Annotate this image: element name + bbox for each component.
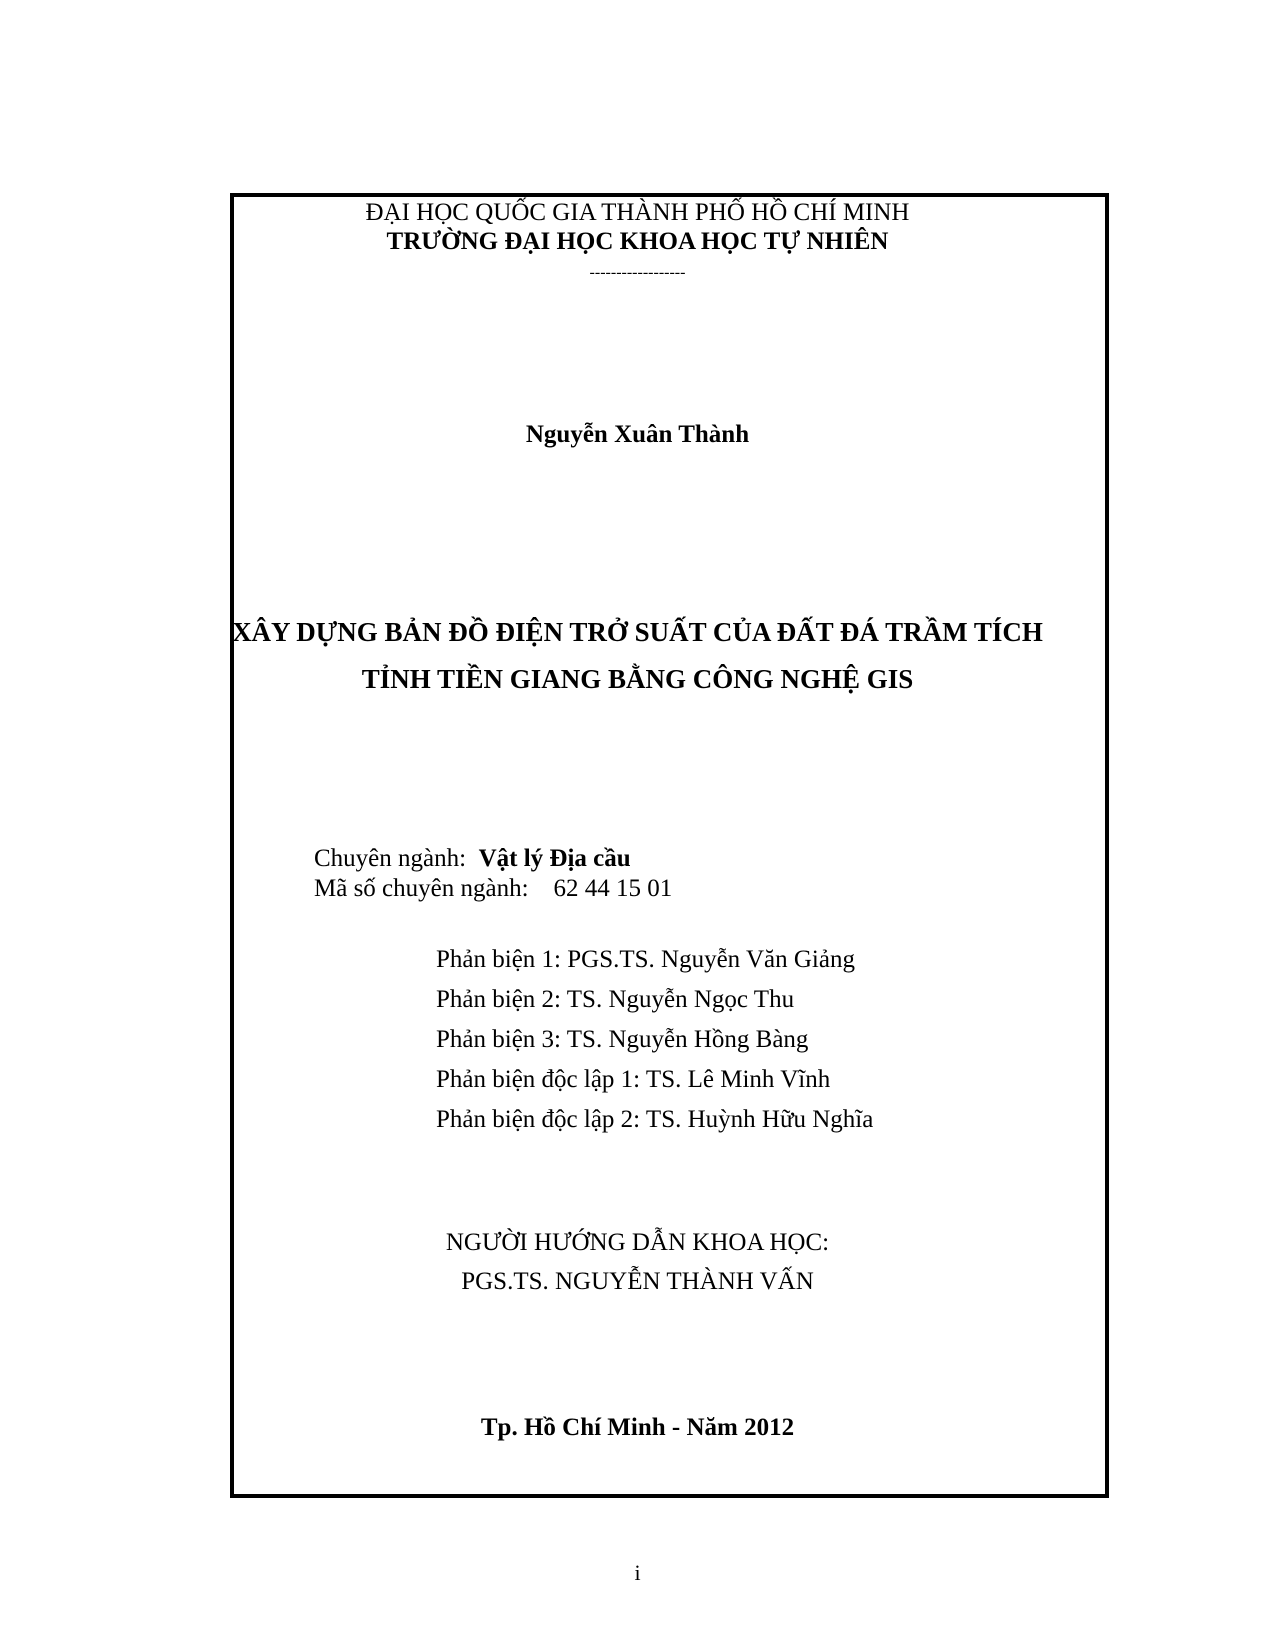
supervisor-label: NGƯỜI HƯỚNG DẪN KHOA HỌC:: [445, 1229, 830, 1256]
place-year: Tp. Hồ Chí Minh - Năm 2012: [480, 1414, 795, 1441]
specialty-label: Chuyên ngành:: [314, 845, 467, 872]
reviewer-line: Phản biện độc lập 1: TS. Lê Minh Vĩnh: [436, 1066, 831, 1093]
supervisor-name: PGS.TS. NGUYỄN THÀNH VẤN: [461, 1268, 814, 1295]
reviewer-line: Phản biện 3: TS. Nguyễn Hồng Bàng: [436, 1026, 809, 1053]
reviewer-line: Phản biện độc lập 2: TS. Huỳnh Hữu Nghĩa: [436, 1106, 874, 1133]
author-name: Nguyễn Xuân Thành: [525, 421, 750, 448]
thesis-title-line-1: XÂY DỰNG BẢN ĐỒ ĐIỆN TRỞ SUẤT CỦA ĐẤT ĐÁ TRẦM TÍCH: [232, 617, 1043, 647]
specialty-code-value: 62 44 15 01: [553, 875, 673, 902]
header-separator: ------------------: [589, 264, 686, 281]
school-name: TRƯỜNG ĐẠI HỌC KHOA HỌC TỰ NHIÊN: [386, 228, 889, 255]
specialty-value: Vật lý Địa cầu: [478, 845, 631, 872]
reviewer-line: Phản biện 2: TS. Nguyễn Ngọc Thu: [436, 986, 795, 1013]
thesis-title-line-2: TỈNH TIỀN GIANG BẰNG CÔNG NGHỆ GIS: [361, 664, 914, 694]
specialty-code-label: Mã số chuyên ngành:: [314, 875, 529, 902]
reviewer-line: Phản biện 1: PGS.TS. Nguyễn Văn Giảng: [436, 946, 855, 973]
page-number: i: [634, 1560, 641, 1585]
specialty-code-row: [314, 874, 672, 904]
specialty-row: [314, 844, 631, 874]
university-name: ĐẠI HỌC QUỐC GIA THÀNH PHỐ HỒ CHÍ MINH: [365, 199, 910, 226]
